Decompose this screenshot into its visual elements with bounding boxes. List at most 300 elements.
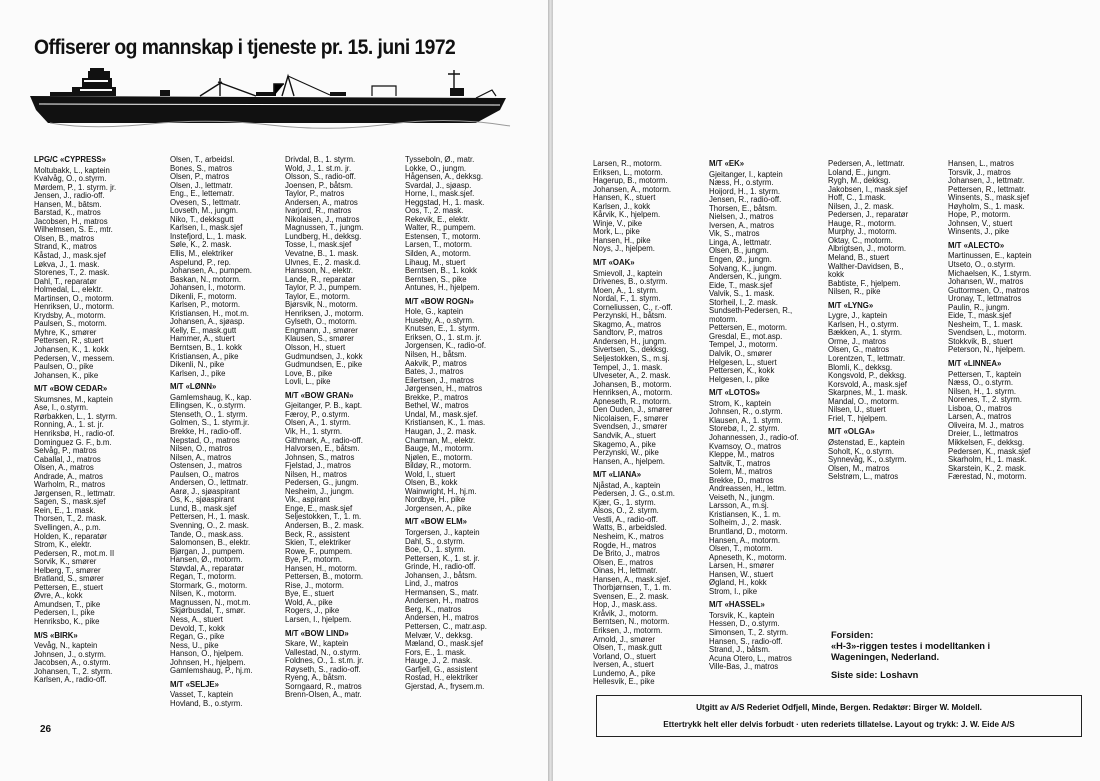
crew-entry: Henriksbo, K., pike xyxy=(34,616,100,626)
crew-entry: Brenn-Olsen, A., matr. xyxy=(285,690,362,700)
crew-entry: Gamlemshaug, P., hj.m. xyxy=(170,666,253,676)
cover-caption-line: «H-3»-riggen testes i modelltanken i xyxy=(831,641,991,652)
crew-entry: Estensen, T., motorm. xyxy=(405,231,481,241)
crew-entry: Strand, K., matros xyxy=(34,242,97,252)
crew-entry: Nepstad, O., matros xyxy=(170,435,240,445)
cover-caption-line: Wageningen, Nederland. xyxy=(831,652,940,663)
crew-entry: Stokkvik, B., stuert xyxy=(948,336,1013,346)
crew-entry: Iversen, A., matros xyxy=(709,220,774,230)
crew-entry: Johnsen, H., hjelpem. xyxy=(170,657,246,667)
crew-entry: Pettersen, K., 1. st. jr. xyxy=(405,553,480,563)
crew-entry: Larsen, R., motorm. xyxy=(593,160,662,168)
crew-entry: Guttormsen, O., matros xyxy=(948,285,1030,295)
crew-entry: Vik., aspirant xyxy=(285,495,330,505)
crew-entry: Johansen, B., motorm. xyxy=(593,379,672,389)
crew-entry: Selvåg, P., matros xyxy=(34,446,97,456)
crew-entry: Hoff, C., 1.mask. xyxy=(828,193,886,203)
crew-entry: Bethel, W., matros xyxy=(405,401,469,411)
back-cover-caption: Siste side: Loshavn xyxy=(831,669,919,680)
crew-entry: Skarpnes, M., 1. mask. xyxy=(828,388,908,398)
crew-entry: Walther-Davidsen, B., xyxy=(828,261,904,271)
crew-entry: Hop, J., mask.ass. xyxy=(593,600,658,610)
crew-entry: Hansen, L., matros xyxy=(948,160,1014,168)
crew-entry: Sivertsen, S., dekksg. xyxy=(593,345,669,355)
crew-entry: Østenstad, E., kaptein xyxy=(828,437,905,447)
crew-entry: Henriksbø, H., radio-of. xyxy=(34,428,115,438)
crew-entry: Niko, T., dekksgutt xyxy=(170,214,234,224)
crew-entry: Svendsen, L., motorm. xyxy=(948,328,1027,338)
crew-entry: Johnsen, V., stuert xyxy=(948,218,1013,228)
crew-entry: Fors, E., 1. mask. xyxy=(405,647,467,657)
crew-entry: Ellingsen, K., o.styrm. xyxy=(170,401,246,411)
crew-entry: Olsen, B., kokk xyxy=(405,478,458,488)
crew-entry: Jensen, J., radio-off. xyxy=(34,191,105,201)
crew-entry: Løkva, J., 1. mask. xyxy=(34,259,100,269)
crew-entry: Beck, R., assistent xyxy=(285,529,350,539)
crew-entry: Meland, B., stuert xyxy=(828,253,890,263)
crew-column xyxy=(285,156,405,700)
crew-entry: Nesheim, K., matros xyxy=(593,531,664,541)
crew-column xyxy=(948,160,1068,482)
crew-entry: Torsvik, K., kaptein xyxy=(709,610,775,620)
crew-entry: Vestli, A., radio-off. xyxy=(593,514,658,524)
crew-entry: Foldnes, O., 1. st.m. jr. xyxy=(285,656,364,666)
crew-entry: Johansen, T., 2. styrm. xyxy=(34,666,113,676)
crew-entry: Myhre, K., smører xyxy=(34,327,97,337)
crew-entry: Bjørgan, J., pumpem. xyxy=(170,546,245,556)
crew-entry: Hansen, A., mask.sjef. xyxy=(593,574,671,584)
crew-entry: Paulsen, S., motorm. xyxy=(34,319,107,329)
crew-entry: Simonsen, T., 2. styrm. xyxy=(709,627,789,637)
crew-entry: Oos, T., 2. mask. xyxy=(405,206,464,216)
crew-entry: Ulvnes, E., 2. mask.d. xyxy=(285,257,361,267)
crew-entry: Olsen, J., lettmatr. xyxy=(170,180,233,190)
crew-entry: Veiseth, N., jungm. xyxy=(709,492,775,502)
crew-entry: Strom, K., kaptein xyxy=(709,398,771,408)
crew-entry: Lokke, O., jungm. xyxy=(405,163,467,173)
crew-entry: Andersen, H., matros xyxy=(405,596,479,606)
crew-entry: Grinde, H., radio-off. xyxy=(405,562,476,572)
crew-entry: Nilsen, K., motorm. xyxy=(170,589,237,599)
crew-entry: Wold, I., stuert xyxy=(405,469,456,479)
crew-entry: Jensen, R., radio-off. xyxy=(709,195,782,205)
crew-entry: Holmedal, L., elektr. xyxy=(34,285,103,295)
crew-entry: Lihaug, M., stuert xyxy=(405,257,466,267)
crew-entry: Thorbjørnsen, T., 1. m. xyxy=(593,583,672,593)
crew-entry: Taylor, P., matros xyxy=(285,189,345,199)
crew-entry: Skumsnes, M., kaptein xyxy=(34,394,113,404)
crew-entry: Kristiansen, K., 1. m. xyxy=(709,509,781,519)
crew-entry: Nilsen, U., stuert xyxy=(828,405,886,415)
crew-entry: Enge, E., mask.sjef xyxy=(285,503,353,513)
crew-entry: Pettersen, E., motorm. xyxy=(709,323,787,333)
crew-entry: Rekevik, E., elektr. xyxy=(405,214,470,224)
crew-entry: Sandvik, A., stuert xyxy=(593,430,656,440)
crew-entry: Berntsen, N., motorm. xyxy=(593,617,670,627)
crew-entry: Devold, T., kokk xyxy=(170,623,225,633)
crew-entry: Njåstad, A., kaptein xyxy=(593,480,661,490)
copyright-line: Ettertrykk helt eller delvis forbudt · uten rederiets tillatelse. Layout og trykk: J. W. Eide A/S xyxy=(663,720,1015,729)
crew-entry: Klausen, A., 1. styrm. xyxy=(709,415,783,425)
crew-entry: Strom, I., pike xyxy=(709,586,758,596)
crew-entry: Heggstad, H., 1. mask. xyxy=(405,197,485,207)
crew-entry: Andersen, K., jungm. xyxy=(709,272,782,282)
crew-entry: Alsos, O., 2. styrm. xyxy=(593,506,659,516)
crew-entry: Klausen, S., smører xyxy=(285,334,354,344)
crew-entry: Wainwright, H., hj.m. xyxy=(405,486,477,496)
crew-entry: Gjeitanger, I., kaptein xyxy=(709,169,783,179)
crew-entry: Ness, A., stuert xyxy=(170,614,223,624)
crew-entry: Ovesen, S., lettmatr. xyxy=(170,197,241,207)
page-number: 26 xyxy=(40,724,52,735)
crew-entry: Kristiansen, H., mot.m. xyxy=(170,308,249,318)
left-page xyxy=(0,0,548,781)
crew-entry: Paulin, R., jungm. xyxy=(948,302,1010,312)
crew-entry: Selstrøm, L., matros xyxy=(828,472,899,482)
crew-entry: Winsents, S., mask.sjef xyxy=(948,193,1030,203)
crew-entry: Thorsen, T., 2. mask. xyxy=(34,514,107,524)
crew-entry: Engen, Ø., jungm. xyxy=(709,255,772,265)
crew-entry: Jørgensen, H., matros xyxy=(405,384,483,394)
crew-entry: Larsen, I., hjelpem. xyxy=(285,614,352,624)
crew-entry: Lygre, J., kaptein xyxy=(828,311,888,321)
crew-entry: Salomonsen, B., elektr. xyxy=(170,538,251,548)
crew-entry: Hellesvik, E., pike xyxy=(593,677,655,687)
crew-entry: Utseto, O., o.styrm. xyxy=(948,260,1016,270)
crew-entry: Larsen, A., matros xyxy=(948,412,1012,422)
crew-entry: Hoijord, H., 1. styrm. xyxy=(709,186,781,196)
crew-entry: Mork, L., pike xyxy=(593,227,640,237)
crew-entry: Jørgensen, R., lettmatr. xyxy=(34,488,116,498)
crew-entry: Johnsen, R., o.styrm. xyxy=(709,407,783,417)
crew-entry: Tande, O., mask.ass. xyxy=(170,529,244,539)
crew-entry: Ulveseter, A., 2. mask. xyxy=(593,371,671,381)
crew-entry: Oktay, C., motorm. xyxy=(828,235,893,245)
tanker-ship-illustration xyxy=(30,68,526,150)
crew-entry: Blomli, K., dekksg. xyxy=(828,362,893,372)
crew-entry: Vallestad, N., o.styrm. xyxy=(285,647,361,657)
crew-entry: Oliveira, M. J., matros xyxy=(948,420,1024,430)
crew-entry: Eng., E., lettematr. xyxy=(170,189,235,199)
crew-entry: Vik, S., matros xyxy=(709,229,760,239)
crew-entry: Pedersen, R., mot.m. II xyxy=(34,548,115,558)
crew-entry: Lovli, L., pike xyxy=(285,377,331,387)
crew-entry: Bye, E., stuert xyxy=(285,589,334,599)
crew-entry: Pedersen, K., mask.sjef xyxy=(948,446,1031,456)
crew-entry: Charman, M., elektr. xyxy=(405,435,476,445)
crew-entry: Johansen, I., motorm. xyxy=(170,283,246,293)
crew-entry: Winje, V., pike xyxy=(593,218,643,228)
crew-entry: Berg, K., matros xyxy=(405,604,462,614)
crew-entry: Karlsen, I., mask.sjef xyxy=(170,223,243,233)
crew-entry: Øvre, A., kokk xyxy=(34,591,83,601)
crew-entry: Pettersen, R., lettmatr. xyxy=(948,184,1026,194)
crew-entry: Svellingen, A., p.m. xyxy=(34,522,101,532)
crew-entry: Larsen, T., motorm. xyxy=(405,240,473,250)
crew-entry: Wold, A., pike xyxy=(285,597,333,607)
crew-entry: Olsen, T., motorm. xyxy=(709,544,773,554)
crew-entry: Corneliussen, C., r.-off. xyxy=(593,302,673,312)
crew-entry: Hansen, W., stuert xyxy=(709,569,774,579)
crew-entry: Apneseth, K., motorm. xyxy=(709,552,787,562)
crew-entry: Svendsen, J., smører xyxy=(593,422,668,432)
crew-entry: Golmen, S., 1. styrm.jr. xyxy=(170,418,250,428)
crew-entry: Karlsen, P., motorm. xyxy=(170,300,241,310)
crew-entry: motorm. xyxy=(709,314,738,324)
crew-entry: Kjær, G., 1. styrm. xyxy=(593,497,656,507)
crew-entry: Lisboa, O., matros xyxy=(948,403,1012,413)
crew-entry: Brekke, P., matros xyxy=(405,392,469,402)
crew-entry: Hauge, R., motorm. xyxy=(828,218,897,228)
crew-entry: Andersen, B., 2. mask. xyxy=(285,520,364,530)
crew-entry: Nilsen, J., 2. mask. xyxy=(828,201,894,211)
crew-entry: Hole, G., kaptein xyxy=(405,307,464,317)
crew-entry: Johansen, W., matros xyxy=(948,277,1024,287)
crew-entry: Nesheim, T., 1. mask. xyxy=(948,319,1023,329)
crew-entry: Gudmundsen, J., kokk xyxy=(285,351,363,361)
crew-entry: Noys, J., hjelpem. xyxy=(593,244,655,254)
crew-entry: Storenes, T., 2. mask. xyxy=(34,268,110,278)
crew-entry: Orme, J., matros xyxy=(828,336,887,346)
crew-entry: Martinussen, E., kaptein xyxy=(948,251,1032,261)
crew-column xyxy=(593,160,713,687)
crew-entry: Hansen, H., motorm. xyxy=(285,563,357,573)
crew-entry: Taylor, P. J., pumpem. xyxy=(285,283,362,293)
crew-entry: Kvamsoy, O., matros xyxy=(709,441,782,451)
crew-entry: Seljestokken, S., m.sj. xyxy=(593,354,670,364)
crew-entry: Karlsen, H., o.styrm. xyxy=(828,319,899,329)
crew-entry: Henriksen, J., motorm. xyxy=(285,308,364,318)
crew-entry: Murphy, J., motorm. xyxy=(828,227,897,237)
crew-entry: Vevåg, N., kaptein xyxy=(34,641,98,651)
crew-entry: Ryeng, A., båtsm. xyxy=(285,673,347,683)
crew-entry: Olsen, G., matros xyxy=(828,345,890,355)
crew-entry: Olsen, E., matros xyxy=(593,557,654,567)
crew-entry: Njølen, E., motorm. xyxy=(405,452,473,462)
crew-entry: Halvorsen, E., båtsm. xyxy=(285,444,360,454)
crew-entry: Rygh, M., dekksg. xyxy=(828,176,891,186)
ship-heading: M/T «BOW GRAN» xyxy=(285,390,354,400)
crew-entry: Gjeitanger, P. B., kapt. xyxy=(285,401,363,411)
crew-entry: Nilsen, R., pike xyxy=(828,287,881,297)
crew-entry: Skarholm, H., 1. mask. xyxy=(948,455,1027,465)
crew-entry: Brekke, H., radio-off. xyxy=(170,426,242,436)
crew-entry: Drivdal, B., 1. styrm. xyxy=(285,156,356,164)
cover-caption-heading: Forsiden: xyxy=(831,630,874,640)
crew-entry: Lundemo, A., pike xyxy=(593,668,656,678)
crew-entry: Tosse, I., mask.sjef xyxy=(285,240,352,250)
crew-entry: Pettersen, H., 1. mask. xyxy=(170,512,250,522)
crew-entry: Olsen, B., jungm. xyxy=(709,246,769,256)
crew-entry: Pettersen, K., kokk xyxy=(709,366,775,376)
crew-entry: Aspelund, P., rep. xyxy=(170,257,231,267)
crew-entry: Svensen, E., 2. mask. xyxy=(593,591,669,601)
crew-entry: Hansen, S., radio-off. xyxy=(709,636,783,646)
crew-entry: Sandtorv, P., matros xyxy=(593,328,663,338)
crew-entry: Baskan, N., motorm. xyxy=(170,274,242,284)
crew-entry: Pettersen, R., stuert xyxy=(34,336,104,346)
crew-entry: Vik, H., 1. styrm. xyxy=(285,426,343,436)
crew-entry: Hermansen, S., matr. xyxy=(405,587,479,597)
crew-entry: Olsen, P., matros xyxy=(170,172,230,182)
crew-entry: Larsson, A., m.sj. xyxy=(709,501,769,511)
crew-entry: Pettersen, E., stuert xyxy=(34,582,103,592)
crew-entry: Hansen, Ø., motorm. xyxy=(170,555,243,565)
crew-entry: Joensen, P., båtsm. xyxy=(285,180,353,190)
crew-entry: Hansen, A., motorm. xyxy=(709,535,781,545)
crew-entry: Andreassen, H., lettm. xyxy=(709,484,787,494)
crew-entry: Boe, O., 1. styrm. xyxy=(405,545,466,555)
crew-entry: Nilsen, A., matros xyxy=(170,452,232,462)
crew-entry: Uronay, T., lettmatros xyxy=(948,294,1022,304)
crew-entry: Færestad, N., motorm. xyxy=(948,472,1027,482)
crew-column xyxy=(170,156,290,708)
crew-entry: Kleppe, M., matros xyxy=(709,450,775,460)
crew-entry: Seljestokken, T., 1. m. xyxy=(285,512,362,522)
crew-entry: Røyseth, S., radio-off. xyxy=(285,664,361,674)
crew-entry: Regan, T., motorm. xyxy=(170,572,237,582)
crew-entry: Dahl, S., o.styrm. xyxy=(405,536,465,546)
crew-entry: Perzynski, H., båtsm. xyxy=(593,311,667,321)
crew-entry: Gjerstad, A., frysem.m. xyxy=(405,681,485,691)
crew-entry: Barstad, K., matros xyxy=(34,208,101,218)
crew-entry: Saltvik, T., matros xyxy=(709,458,771,468)
crew-entry: Berntsen, B., 1. kokk xyxy=(405,266,477,276)
crew-entry: Engmann, J., smører xyxy=(285,325,358,335)
crew-entry: Olsen, A., matros xyxy=(34,463,94,473)
ship-heading: M/T «LYNG» xyxy=(828,300,874,310)
crew-entry: Kongsvold, P., dekksg. xyxy=(828,371,907,381)
crew-entry: Sundseth-Pedersen, R., xyxy=(709,306,793,316)
crew-entry: Babtiste, F., hjelpem. xyxy=(828,278,901,288)
crew-entry: Johansen, K., pike xyxy=(34,370,99,380)
crew-entry: Kåstad, J., mask.sjef xyxy=(34,251,106,261)
crew-entry: Moen, A., 1. styrm. xyxy=(593,285,658,295)
publisher-footer xyxy=(596,695,1082,737)
crew-entry: Kårvik, K., hjelpem. xyxy=(593,210,661,220)
crew-entry: Krydsby, A., motorm. xyxy=(34,310,106,320)
crew-entry: Sorvik, K., smører xyxy=(34,557,97,567)
crew-entry: Kråvik, J., motorm. xyxy=(593,608,658,618)
crew-entry: Knutsen, E., 1. styrm. xyxy=(405,324,480,334)
ship-heading: M/T «LINNEA» xyxy=(948,359,1002,369)
crew-column xyxy=(709,160,829,672)
crew-entry: Karlsen, A., radio-off. xyxy=(34,675,107,685)
crew-entry: Jorgensen, A., pike xyxy=(405,503,472,513)
crew-entry: Huseby, A., o.styrm. xyxy=(405,315,475,325)
crew-entry: Undal, M., mask.sjef. xyxy=(405,409,478,419)
crew-entry: Hansson, N., elektr. xyxy=(285,266,354,276)
publisher-line: Utgitt av A/S Rederiet Odfjell, Minde, Bergen. Redaktør: Birger W. Moldell. xyxy=(696,703,982,712)
crew-entry: Stenseth, O., 1. styrm. xyxy=(170,409,248,419)
crew-entry: Smievoll, J., kaptein xyxy=(593,268,663,278)
crew-entry: Skarstein, K., 2. mask. xyxy=(948,463,1026,473)
crew-entry: kokk xyxy=(828,270,845,280)
crew-entry: Andersen, O., lettmatr. xyxy=(170,478,249,488)
crew-entry: Andersen, H., matros xyxy=(405,613,479,623)
crew-entry: Andersen, H., jungm. xyxy=(593,336,667,346)
crew-entry: Eide, T., mask.sjef xyxy=(709,280,773,290)
crew-entry: Pedersen, I., pike xyxy=(34,608,95,618)
crew-entry: Sagen, S., mask.sjef xyxy=(34,497,106,507)
crew-entry: Mandal, O., motorm. xyxy=(828,396,900,406)
crew-entry: De Brito, J., matros xyxy=(593,549,660,559)
crew-entry: Hagerup, B., motorm. xyxy=(593,176,668,186)
cover-caption xyxy=(831,630,1071,681)
crew-column xyxy=(405,156,525,691)
crew-entry: Dalvik, O., smører xyxy=(709,349,772,359)
crew-entry: Friel, T., hjelpem. xyxy=(828,413,888,423)
ship-heading: M/T «BOW ELM» xyxy=(405,517,467,527)
crew-entry: Ville-Bas, J., matros xyxy=(709,662,779,672)
crew-entry: Bye, P., motorm. xyxy=(285,555,343,565)
crew-entry: Pettersen, B., motorm. xyxy=(285,572,363,582)
crew-entry: Githmark, A., radio-off. xyxy=(285,435,363,445)
crew-entry: Bildøy, R., motorm. xyxy=(405,461,472,471)
crew-entry: Eilertsen, J., matros xyxy=(405,375,474,385)
crew-entry: Horne, I., mask.sjef. xyxy=(405,189,475,199)
crew-entry: Arnold, J., smører xyxy=(593,634,655,644)
crew-entry: Acuna Otero, L., matros xyxy=(709,653,792,663)
crew-entry: Dahl, T., reparatør xyxy=(34,276,97,286)
crew-entry: Johansen, A., sjøasp. xyxy=(170,317,245,327)
crew-entry: Peterson, N., hjelpem. xyxy=(948,345,1026,355)
crew-entry: Olsen, A., 1. styrm. xyxy=(285,418,351,428)
crew-entry: Vasset, T., kaptein xyxy=(170,690,233,700)
crew-entry: Johansen, J., båtsm. xyxy=(405,570,477,580)
crew-entry: Amundsen, T., pike xyxy=(34,599,101,609)
crew-entry: Antunes, H., hjelpem. xyxy=(405,283,480,293)
crew-entry: Karlsen, J., pike xyxy=(170,368,226,378)
crew-entry: Færoy, P., o.styrm. xyxy=(285,409,350,419)
crew-entry: Helgesen, I., pike xyxy=(709,374,770,384)
crew-entry: Tempel, J., 1. mask. xyxy=(593,362,663,372)
crew-entry: Berntsen, S., pike xyxy=(405,274,467,284)
crew-entry: Olsen, T., arbeidsl. xyxy=(170,156,235,164)
crew-entry: Michaelsen, K., 1.styrm. xyxy=(948,268,1032,278)
crew-entry: Rise, J., motorm. xyxy=(285,580,344,590)
crew-entry: Hågensen, A., dekksg. xyxy=(405,172,484,182)
crew-entry: Caballal, J., matros xyxy=(34,454,101,464)
ship-heading: M/T «ALECTO» xyxy=(948,240,1005,250)
crew-entry: Bruntland, D., motorm. xyxy=(709,526,788,536)
crew-entry: Wold, J., 1. st.m. jr. xyxy=(285,163,352,173)
crew-entry: Storheil, I., 2. mask. xyxy=(709,297,778,307)
crew-entry: Haugan, J., 2. mask. xyxy=(405,426,477,436)
crew-entry: Torgersen, J., kaptein xyxy=(405,527,480,537)
crew-entry: Rowe, F., pumpem. xyxy=(285,546,353,556)
crew-entry: Hope, P., motorm. xyxy=(948,210,1011,220)
crew-entry: Korsvold, A., mask.sjef xyxy=(828,379,907,389)
crew-entry: Gamlemshaug, K., kap. xyxy=(170,392,252,402)
crew-entry: Soholt, K., o.styrm. xyxy=(828,446,894,456)
crew-entry: Johansen, J., lettmatr. xyxy=(948,176,1025,186)
crew-entry: Helgesen, L., stuert xyxy=(709,357,777,367)
crew-entry: Nordal, F., 1. styrm. xyxy=(593,294,661,304)
crew-entry: Jacobsen, A., o.styrm. xyxy=(34,658,111,668)
crew-entry: Nesheim, J., jungm. xyxy=(285,486,354,496)
ship-heading: M/T «LOTOS» xyxy=(709,388,760,398)
crew-entry: Ronning, A., 1. st. jr. xyxy=(34,420,104,430)
crew-column xyxy=(34,156,154,685)
crew-entry: Pedersen, V., messem. xyxy=(34,353,115,363)
crew-entry: Svardal, J., sjøasp. xyxy=(405,180,472,190)
ship-heading: M/T «OAK» xyxy=(593,258,635,268)
crew-entry: Sorngaard, R., matros xyxy=(285,681,362,691)
crew-entry: Solheim, J., 2. mask. xyxy=(709,518,782,528)
crew-entry: Solem, M., matros xyxy=(709,467,773,477)
crew-entry: Dikenli, N., pike xyxy=(170,360,225,370)
